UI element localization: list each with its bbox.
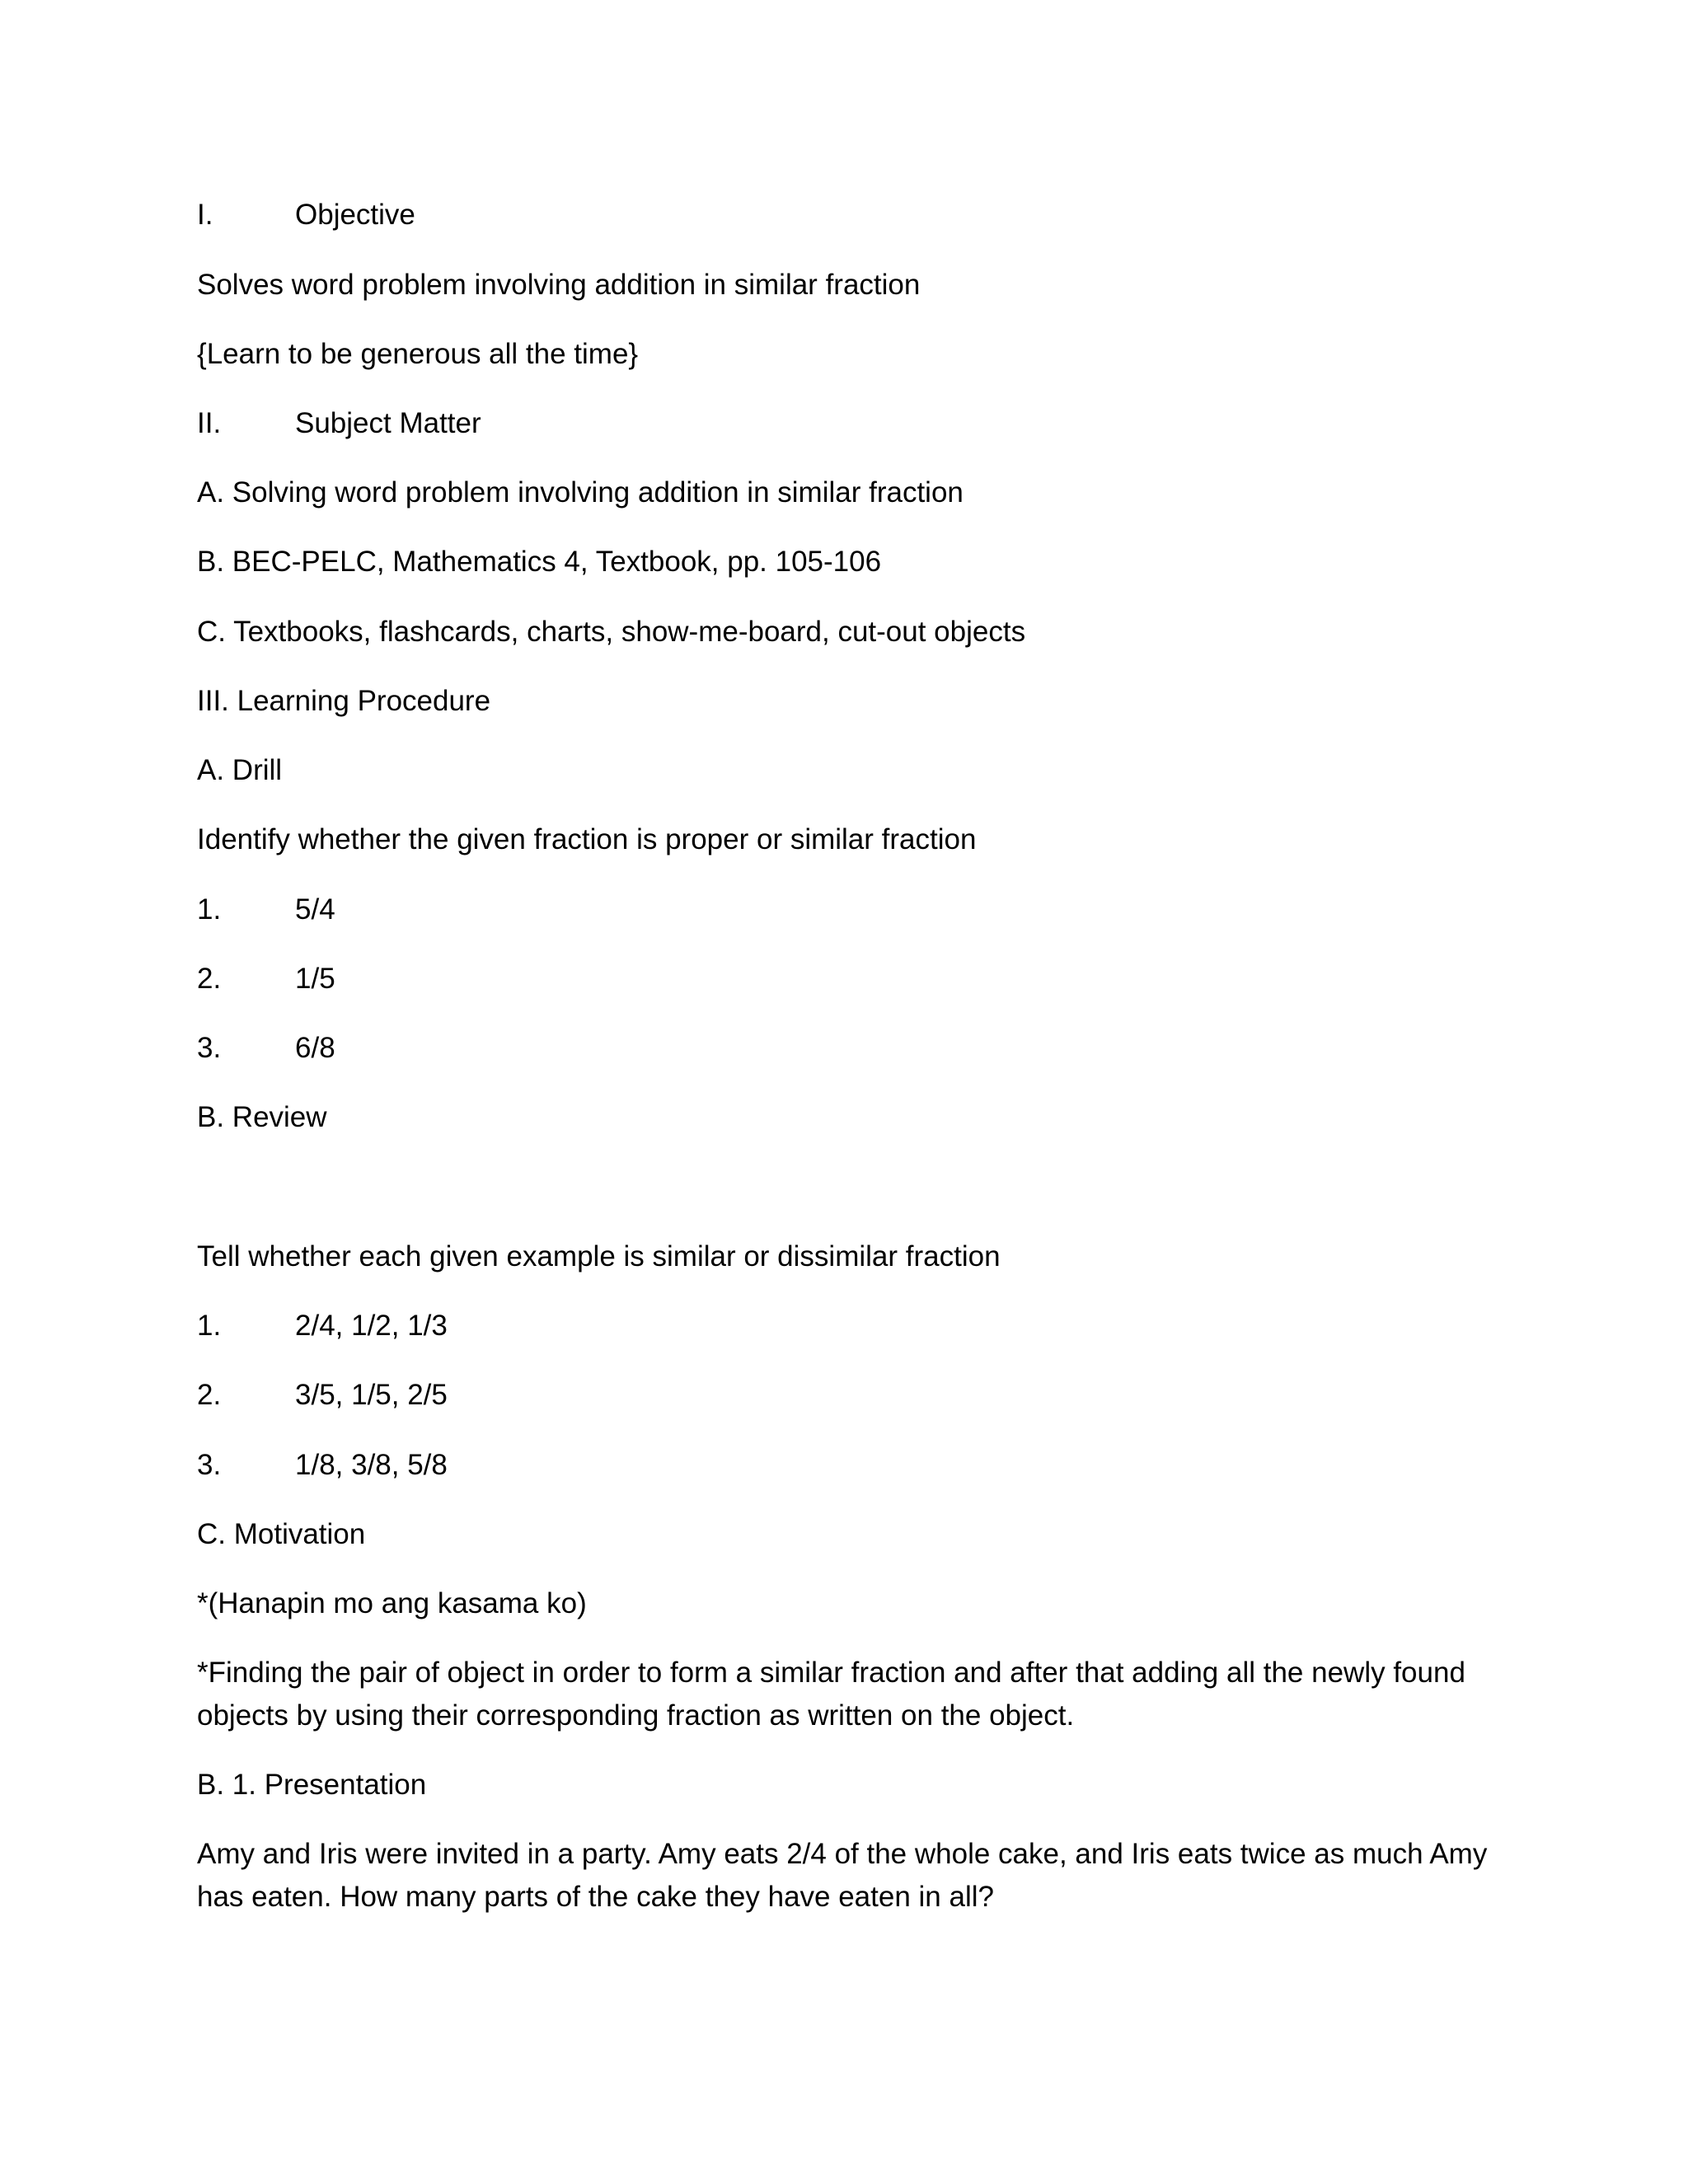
item-number: 1. (197, 893, 222, 926)
subject-topic: A. Solving word problem involving addition in similar fraction (197, 476, 964, 509)
objective-text: Solves word problem involving addition in similar fraction (197, 269, 921, 301)
presentation-heading: B. 1. Presentation (197, 1769, 427, 1801)
item-number: 3. (197, 1032, 222, 1064)
review-item (197, 1374, 448, 1417)
section-objective-heading (197, 194, 415, 237)
item-text: 5/4 (295, 893, 335, 926)
item-number: 2. (197, 1379, 222, 1411)
review-heading: B. Review (197, 1101, 327, 1133)
section-learning-procedure-heading: III. Learning Procedure (197, 685, 491, 717)
section-subject-matter-heading (197, 402, 481, 445)
drill-heading: A. Drill (197, 754, 283, 786)
subject-materials: C. Textbooks, flashcards, charts, show-me-board, cut-out objects (197, 616, 1026, 648)
subject-reference: B. BEC-PELC, Mathematics 4, Textbook, pp. 105-106 (197, 546, 882, 578)
review-item (197, 1444, 448, 1487)
drill-instruction: Identify whether the given fraction is proper or similar fraction (197, 823, 977, 855)
motivation-description: *Finding the pair of object in order to form a similar fraction and after that adding all the newly found objects by using their corresponding fraction as written on the object. (197, 1657, 1465, 1732)
drill-item (197, 958, 335, 1001)
value-text: {Learn to be generous all the time} (197, 338, 639, 370)
item-text: 1/8, 3/8, 5/8 (295, 1449, 448, 1481)
item-text: 1/5 (295, 963, 335, 995)
drill-item (197, 1027, 335, 1070)
item-number: 2. (197, 963, 222, 995)
presentation-problem: Amy and Iris were invited in a party. Amy eats 2/4 of the whole cake, and Iris eats twice as much Amy has eaten. How many parts of the cake they have eaten in all? (197, 1838, 1488, 1913)
item-text: 2/4, 1/2, 1/3 (295, 1310, 448, 1342)
item-number: 1. (197, 1310, 222, 1342)
section-title: Objective (295, 199, 415, 231)
item-text: 3/5, 1/5, 2/5 (295, 1379, 448, 1411)
drill-item (197, 888, 335, 931)
section-number: II. (197, 407, 222, 439)
motivation-heading: C. Motivation (197, 1518, 366, 1550)
item-text: 6/8 (295, 1032, 335, 1064)
review-item (197, 1305, 448, 1347)
review-instruction: Tell whether each given example is similar or dissimilar fraction (197, 1240, 1001, 1272)
section-title: Subject Matter (295, 407, 481, 439)
motivation-game: *(Hanapin mo ang kasama ko) (197, 1587, 587, 1619)
item-number: 3. (197, 1449, 222, 1481)
section-number: I. (197, 199, 213, 231)
